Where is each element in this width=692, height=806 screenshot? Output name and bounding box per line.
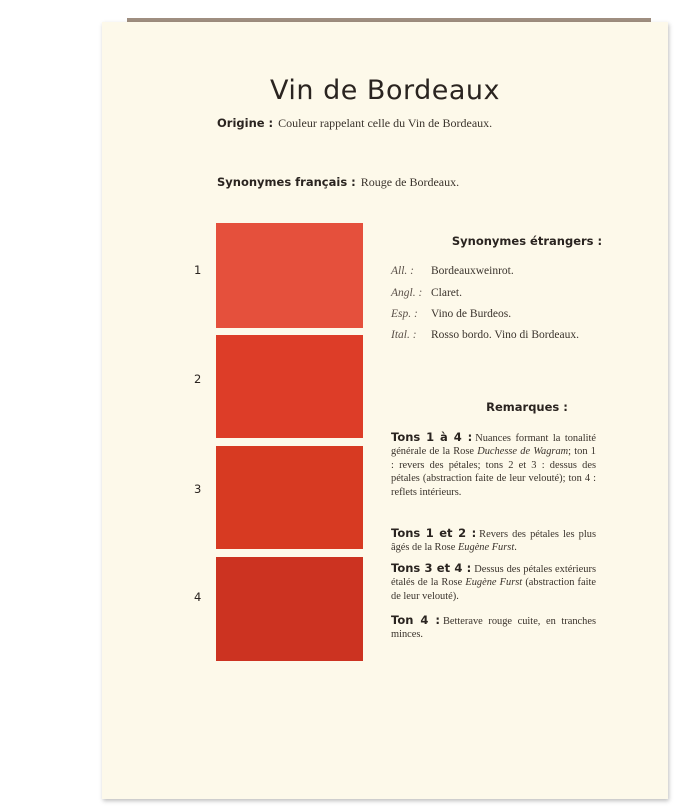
remark-item	[391, 562, 596, 603]
remark-text: ; ton 1 : revers des pétales; tons 2 et 3 : dessus des pétales (abstraction faite de leur velouté); ton 4 : reflets intérieurs.	[391, 446, 596, 498]
synonym-text: Claret.	[431, 287, 462, 299]
color-swatch-4	[216, 557, 363, 661]
synonym-row	[391, 329, 579, 341]
synonym-language: All. :	[391, 265, 414, 277]
swatch-number-4: 4	[194, 590, 202, 604]
synonym-language: Ital. :	[391, 329, 417, 341]
remark-label: Tons 1 à 4 :	[391, 430, 473, 444]
synonymes-francais-line	[217, 175, 459, 190]
remark-text: .	[514, 542, 517, 554]
origine-line	[217, 116, 492, 131]
remark-label: Ton 4 :	[391, 613, 440, 627]
remark-text: Nuances formant la tonalité générale de la Rose	[391, 433, 596, 458]
remark-text: Revers des pétales les plus âgés de la Rose	[391, 529, 596, 554]
swatch-number-2: 2	[194, 372, 202, 386]
swatch-number-3: 3	[194, 482, 202, 496]
synonym-text: Bordeauxweinrot.	[431, 265, 514, 277]
synonym-row	[391, 308, 511, 320]
synonym-language: Esp. :	[391, 308, 418, 320]
remark-text: (abstraction faite de leur velouté).	[391, 577, 596, 602]
remark-item	[391, 431, 596, 499]
remark-text: Betterave rouge cuite, en tranches minces.	[391, 616, 596, 641]
synonymes-francais-text: Rouge de Bordeaux.	[360, 175, 460, 189]
page-title: Vin de Bordeaux	[270, 75, 500, 106]
remark-item	[391, 527, 596, 555]
color-swatch-3	[216, 446, 363, 549]
swatch-number-1: 1	[194, 263, 202, 277]
synonymes-etrangers-heading: Synonymes étrangers :	[451, 234, 603, 248]
color-swatch-1	[216, 223, 363, 328]
synonymes-francais-label: Synonymes français :	[217, 175, 356, 189]
remark-text: Dessus des pétales extérieurs étalés de la Rose	[391, 564, 596, 589]
rose-name: Eugène Furst	[465, 577, 523, 589]
remark-label: Tons 3 et 4 :	[391, 561, 472, 575]
synonym-language: Angl. :	[391, 287, 423, 299]
rose-name: Eugène Furst	[457, 542, 515, 554]
synonym-row	[391, 265, 514, 277]
color-chart-card	[102, 22, 668, 799]
remarques-heading: Remarques :	[486, 400, 568, 414]
synonym-text: Vino de Burdeos.	[431, 308, 512, 320]
remark-label: Tons 1 et 2 :	[391, 526, 477, 540]
color-swatch-2	[216, 335, 363, 438]
origine-text: Couleur rappelant celle du Vin de Bordeaux.	[278, 116, 493, 130]
synonym-row	[391, 287, 462, 299]
origine-label: Origine :	[217, 116, 274, 130]
rose-name: Duchesse de Wagram	[477, 446, 569, 458]
remark-item	[391, 614, 596, 642]
synonym-text: Rosso bordo. Vino di Bordeaux.	[431, 329, 579, 341]
